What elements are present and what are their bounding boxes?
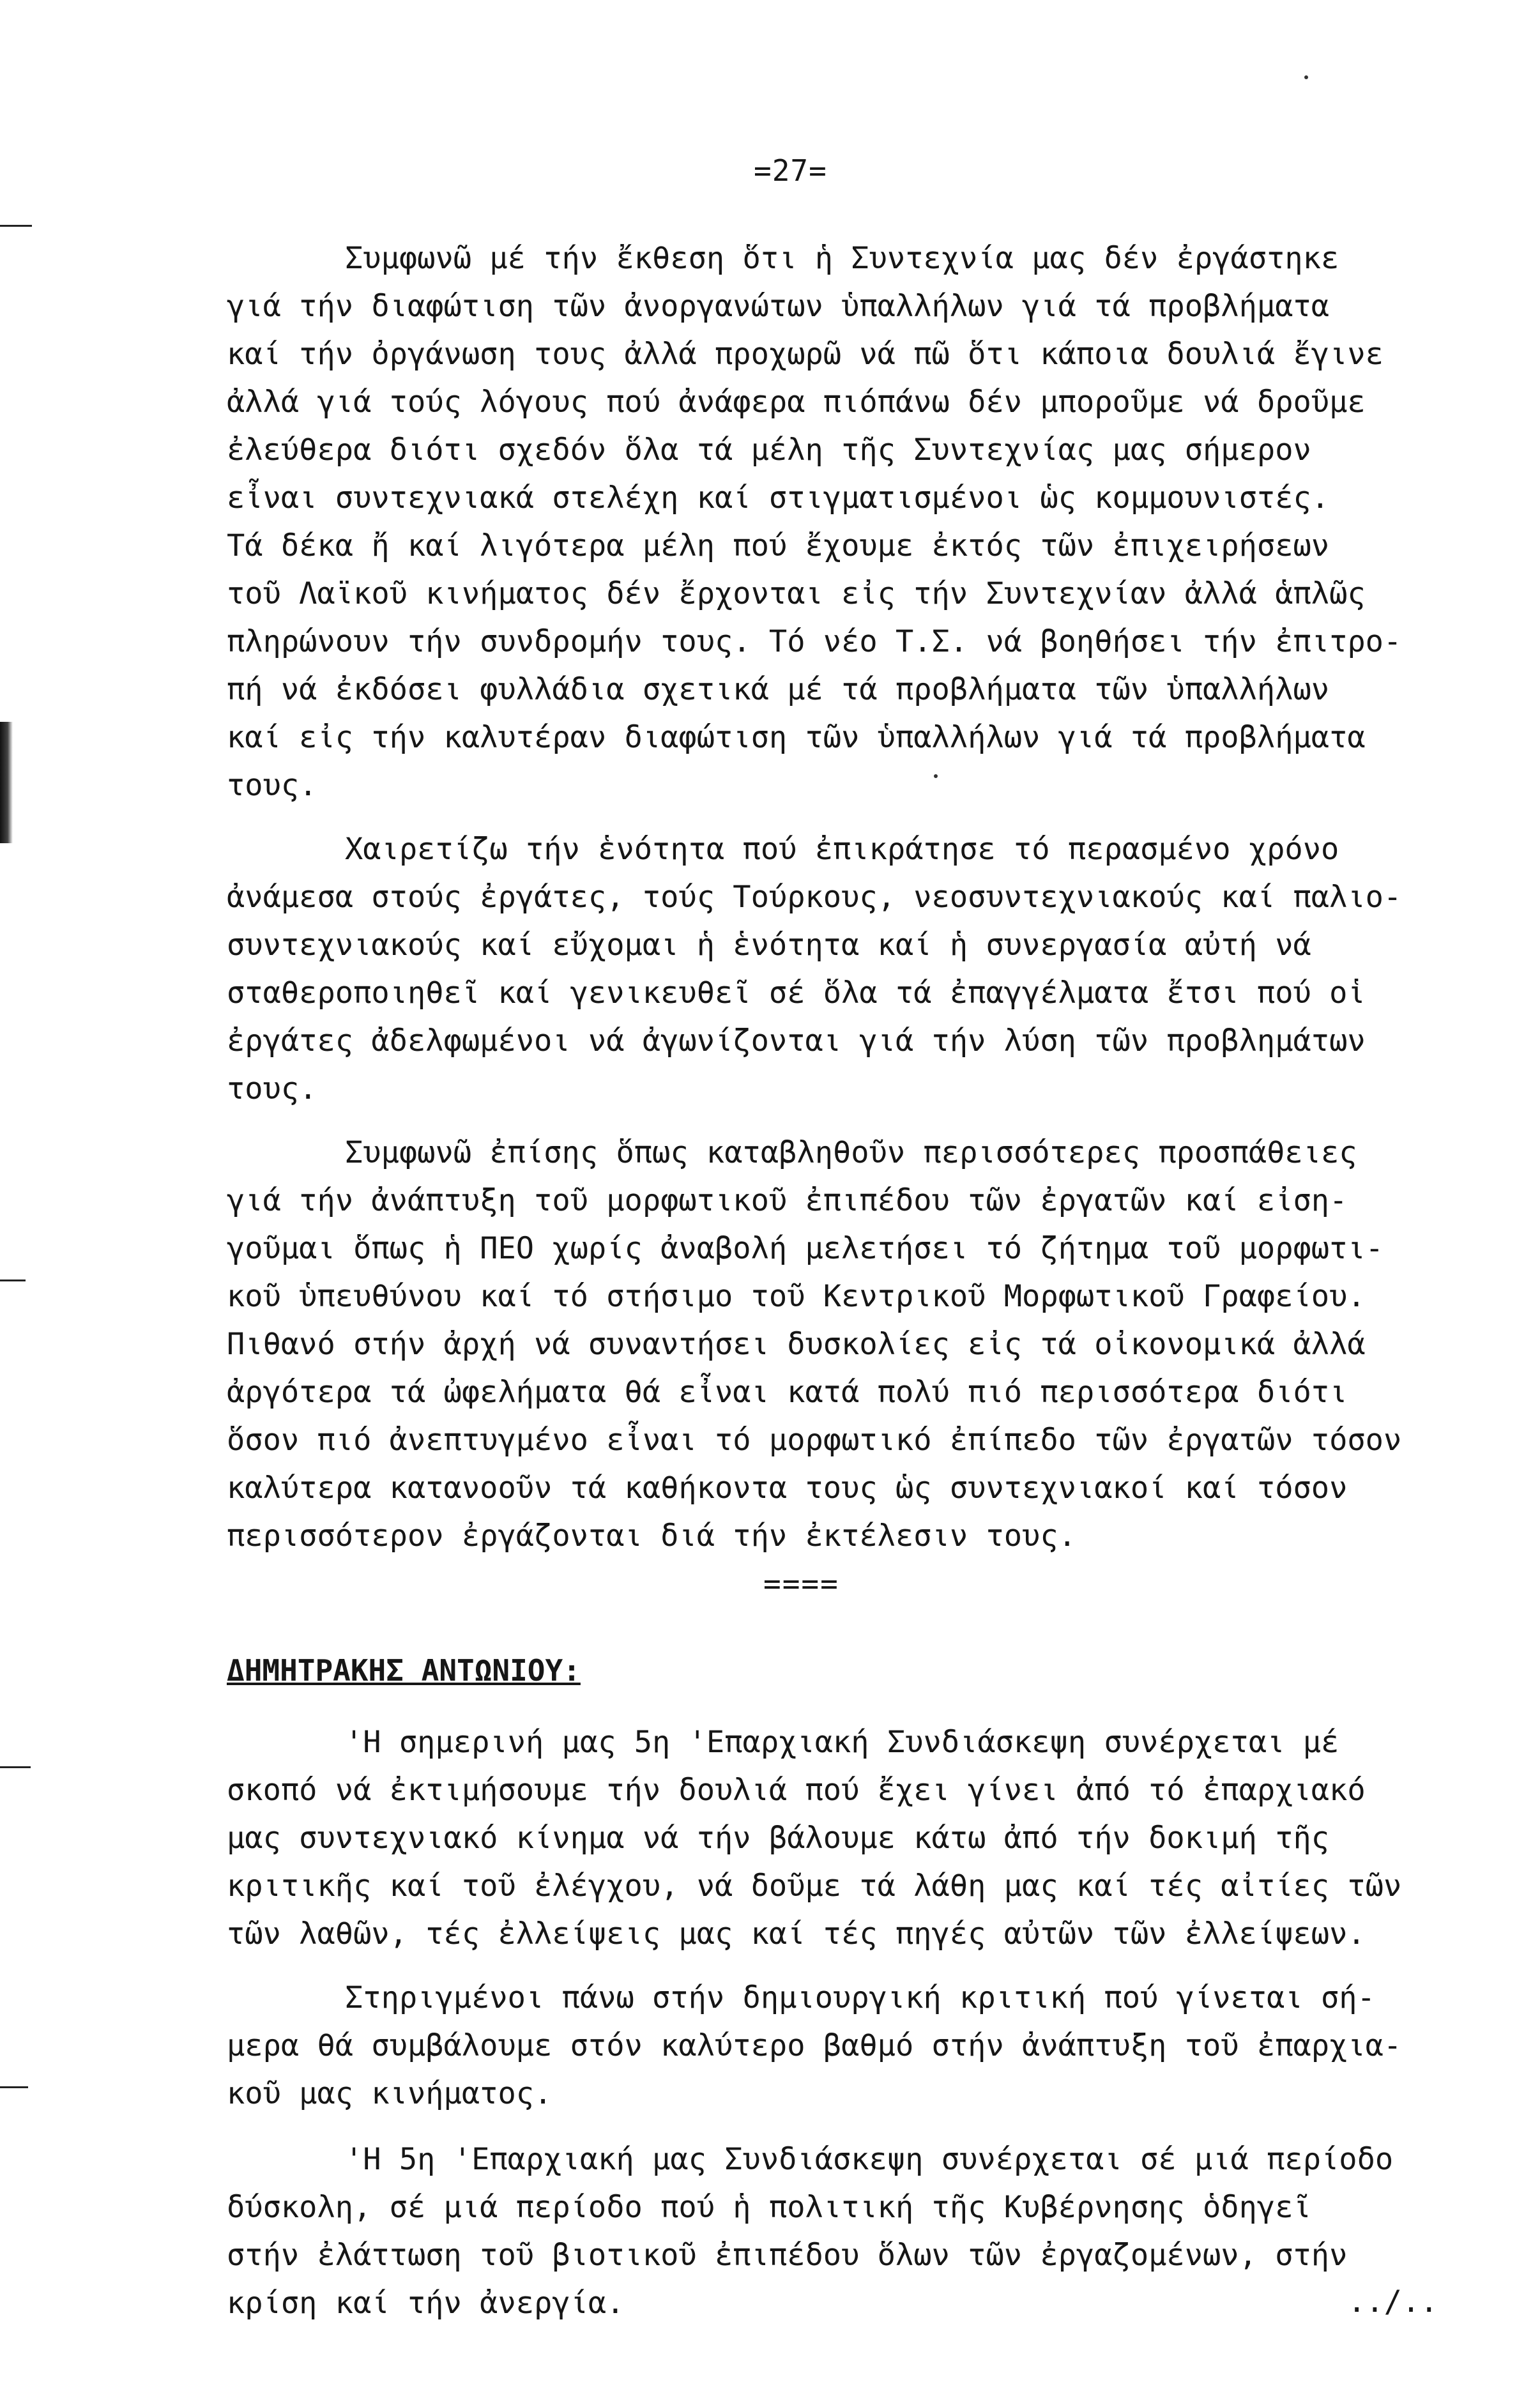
page-number: =27=: [754, 153, 827, 188]
scan-speck: [934, 774, 938, 778]
continuation-mark: ../..: [1348, 2284, 1438, 2319]
text-line: γοῦμαι ὅπως ἡ ΠΕΟ χωρίς ἀναβολή μελετήσει τό ζήτημα τοῦ μορφωτι-: [227, 1231, 1384, 1266]
text-line: Χαιρετίζω τήν ἑνότητα πού ἐπικράτησε τό περασμένο χρόνο: [345, 832, 1339, 867]
text-line: τους.: [227, 768, 317, 803]
text-line: κρίση καί τήν ἀνεργία.: [227, 2286, 625, 2321]
margin-tick-mark: [0, 1280, 26, 1281]
scan-speck: [1304, 75, 1308, 79]
text-line: σταθεροποιηθεῖ καί γενικευθεῖ σέ ὅλα τά ἐπαγγέλματα ἔτσι πού οἱ: [227, 975, 1366, 1011]
text-line: σκοπό νά ἐκτιμήσουμε τήν δουλιά πού ἔχει γίνει ἀπό τό ἐπαρχιακό: [227, 1773, 1366, 1808]
text-line: περισσότερον ἐργάζονται διά τήν ἐκτέλεσιν τους.: [227, 1518, 1076, 1554]
text-line: δύσκολη, σέ μιά περίοδο πού ἡ πολιτική τῆς Κυβέρνησης ὁδηγεῖ: [227, 2190, 1311, 2225]
text-line: ἀργότερα τά ὠφελήματα θά εἶναι κατά πολύ πιό περισσότερα διότι: [227, 1375, 1348, 1410]
text-line: καί εἰς τήν καλυτέραν διαφώτιση τῶν ὑπαλλήλων γιά τά προβλήματα: [227, 720, 1366, 755]
text-line: καί τήν ὀργάνωση τους ἀλλά προχωρῶ νά πῶ ὅτι κάποια δουλιά ἔγινε: [227, 337, 1384, 372]
text-line: ἀνάμεσα στούς ἐργάτες, τούς Τούρκους, νεοσυντεχνιακούς καί παλιο-: [227, 880, 1402, 915]
text-line: εἶναι συντεχνιακά στελέχη καί στιγματισμένοι ὡς κομμουνιστές.: [227, 480, 1330, 516]
text-line: μας συντεχνιακό κίνημα νά τήν βάλουμε κάτω ἀπό τήν δοκιμή τῆς: [227, 1821, 1330, 1856]
text-line: 'Η 5η 'Επαρχιακή μας Συνδιάσκεψη συνέρχεται σέ μιά περίοδο: [345, 2142, 1394, 2177]
text-line: μερα θά συμβάλουμε στόν καλύτερο βαθμό στήν ἀνάπτυξη τοῦ ἐπαρχια-: [227, 2028, 1402, 2063]
section-separator: ====: [763, 1566, 839, 1601]
text-line: κοῦ μας κινήματος.: [227, 2076, 553, 2111]
text-line: ἀλλά γιά τούς λόγους πού ἀνάφερα πιόπάνω δέν μποροῦμε νά δροῦμε: [227, 385, 1366, 420]
text-line: πληρώνουν τήν συνδρομήν τους. Τό νέο Τ.Σ. νά βοηθήσει τήν ἐπιτρο-: [227, 624, 1402, 659]
margin-tick-mark: [0, 1766, 31, 1768]
text-line: κριτικῆς καί τοῦ ἐλέγχου, νά δοῦμε τά λάθη μας καί τές αἰτίες τῶν: [227, 1868, 1402, 1904]
text-line: στήν ἐλάττωση τοῦ βιοτικοῦ ἐπιπέδου ὅλων τῶν ἐργαζομένων, στήν: [227, 2238, 1348, 2273]
text-line: ὅσον πιό ἀνεπτυγμένο εἶναι τό μορφωτικό ἐπίπεδο τῶν ἐργατῶν τόσον: [227, 1423, 1402, 1458]
text-line: γιά τήν διαφώτιση τῶν ἀνοργανώτων ὑπαλλήλων γιά τά προβλήματα: [227, 289, 1330, 324]
text-line: Τά δέκα ἤ καί λιγότερα μέλη πού ἔχουμε ἐκτός τῶν ἐπιχειρήσεων: [227, 528, 1330, 563]
text-line: κοῦ ὑπευθύνου καί τό στήσιμο τοῦ Κεντρικοῦ Μορφωτικοῦ Γραφείου.: [227, 1279, 1366, 1314]
text-line: πή νά ἐκδόσει φυλλάδια σχετικά μέ τά προβλήματα τῶν ὑπαλλήλων: [227, 672, 1330, 707]
text-line: συντεχνιακούς καί εὔχομαι ἡ ἑνότητα καί ἡ συνεργασία αὐτή νά: [227, 928, 1311, 963]
text-line: τους.: [227, 1071, 317, 1106]
text-line: Στηριγμένοι πάνω στήν δημιουργική κριτική πού γίνεται σή-: [345, 1980, 1375, 2015]
text-line: ἐλεύθερα διότι σχεδόν ὅλα τά μέλη τῆς Συντεχνίας μας σήμερον: [227, 432, 1311, 468]
text-line: Πιθανό στήν ἀρχή νά συναντήσει δυσκολίες εἰς τά οἰκονομικά ἀλλά: [227, 1327, 1366, 1362]
text-line: 'Η σημερινή μας 5η 'Επαρχιακή Συνδιάσκεψη συνέρχεται μέ: [345, 1725, 1339, 1760]
speaker-heading: ΔΗΜΗΤΡΑΚΗΣ ΑΝΤΩΝΙΟΥ:: [227, 1653, 581, 1688]
text-line: Συμφωνῶ ἐπίσης ὅπως καταβληθοῦν περισσότερες προσπάθειες: [345, 1135, 1357, 1170]
punch-hole-shadow: [0, 722, 13, 843]
text-line: τοῦ Λαϊκοῦ κινήματος δέν ἔρχονται εἰς τήν Συντεχνίαν ἀλλά ἁπλῶς: [227, 576, 1366, 611]
text-line: καλύτερα κατανοοῦν τά καθήκοντα τους ὡς συντεχνιακοί καί τόσον: [227, 1471, 1348, 1506]
margin-tick-mark: [0, 225, 32, 227]
text-line: ἐργάτες ἀδελφωμένοι νά ἀγωνίζονται γιά τήν λύση τῶν προβλημάτων: [227, 1023, 1366, 1058]
text-line: τῶν λαθῶν, τές ἐλλείψεις μας καί τές πηγές αὐτῶν τῶν ἐλλείψεων.: [227, 1916, 1366, 1952]
margin-tick-mark: [0, 2086, 28, 2088]
text-line: Συμφωνῶ μέ τήν ἔκθεση ὅτι ἡ Συντεχνία μας δέν ἐργάστηκε: [345, 241, 1339, 276]
text-line: γιά τήν ἀνάπτυξη τοῦ μορφωτικοῦ ἐπιπέδου τῶν ἐργατῶν καί εἰση-: [227, 1183, 1348, 1218]
